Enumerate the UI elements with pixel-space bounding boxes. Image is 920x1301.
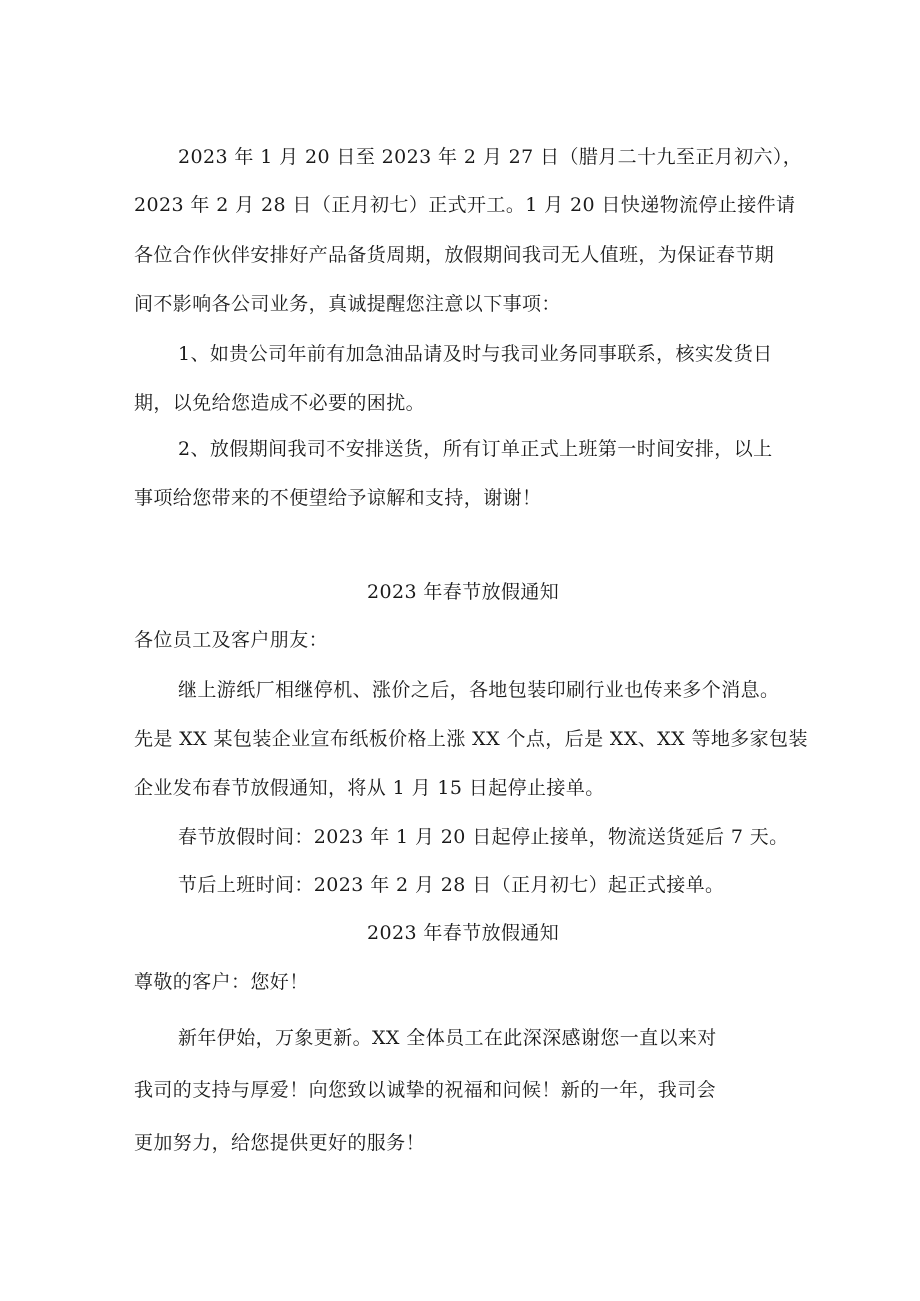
paragraph-line: 企业发布春节放假通知，将从 1 月 15 日起停止接单。 (134, 777, 605, 799)
paragraph-line: 新年伊始，万象更新。XX 全体员工在此深深感谢您一直以来对 (178, 1027, 717, 1049)
paragraph-line: 间不影响各公司业务，真诚提醒您注意以下事项： (134, 293, 561, 315)
paragraph-line: 期，以免给您造成不必要的困扰。 (134, 392, 426, 414)
greeting: 尊敬的客户：您好！ (134, 971, 309, 993)
paragraph-line: 2、放假期间我司不安排送货，所有订单正式上班第一时间安排，以上 (178, 438, 773, 460)
paragraph-line: 2023 年 1 月 20 日至 2023 年 2 月 27 日（腊月二十九至正月初六）， (178, 146, 803, 168)
section-title: 2023 年春节放假通知 (367, 922, 560, 944)
paragraph-line: 1、如贵公司年前有加急油品请及时与我司业务同事联系，核实发货日 (178, 343, 773, 365)
paragraph-line: 先是 XX 某包装企业宣布纸板价格上涨 XX 个点，后是 XX、XX 等地多家包装 (134, 728, 808, 750)
paragraph-line: 节后上班时间：2023 年 2 月 28 日（正月初七）起正式接单。 (178, 874, 725, 896)
greeting: 各位员工及客户朋友： (134, 629, 329, 651)
paragraph-line: 各位合作伙伴安排好产品备货周期，放假期间我司无人值班，为保证春节期 (134, 244, 775, 266)
paragraph-line: 2023 年 2 月 28 日（正月初七）正式开工。1 月 20 日快递物流停止接件请 (134, 194, 796, 216)
section-title: 2023 年春节放假通知 (367, 581, 560, 603)
paragraph-line: 继上游纸厂相继停机、涨价之后，各地包装印刷行业也传来多个消息。 (178, 679, 780, 701)
paragraph-line: 春节放假时间：2023 年 1 月 20 日起停止接单，物流送货延后 7 天。 (178, 826, 789, 848)
paragraph-line: 事项给您带来的不便望给予谅解和支持，谢谢！ (134, 487, 542, 509)
paragraph-line: 我司的支持与厚爱！向您致以诚挚的祝福和问候！新的一年，我司会 (134, 1079, 717, 1101)
paragraph-line: 更加努力，给您提供更好的服务！ (134, 1132, 426, 1154)
